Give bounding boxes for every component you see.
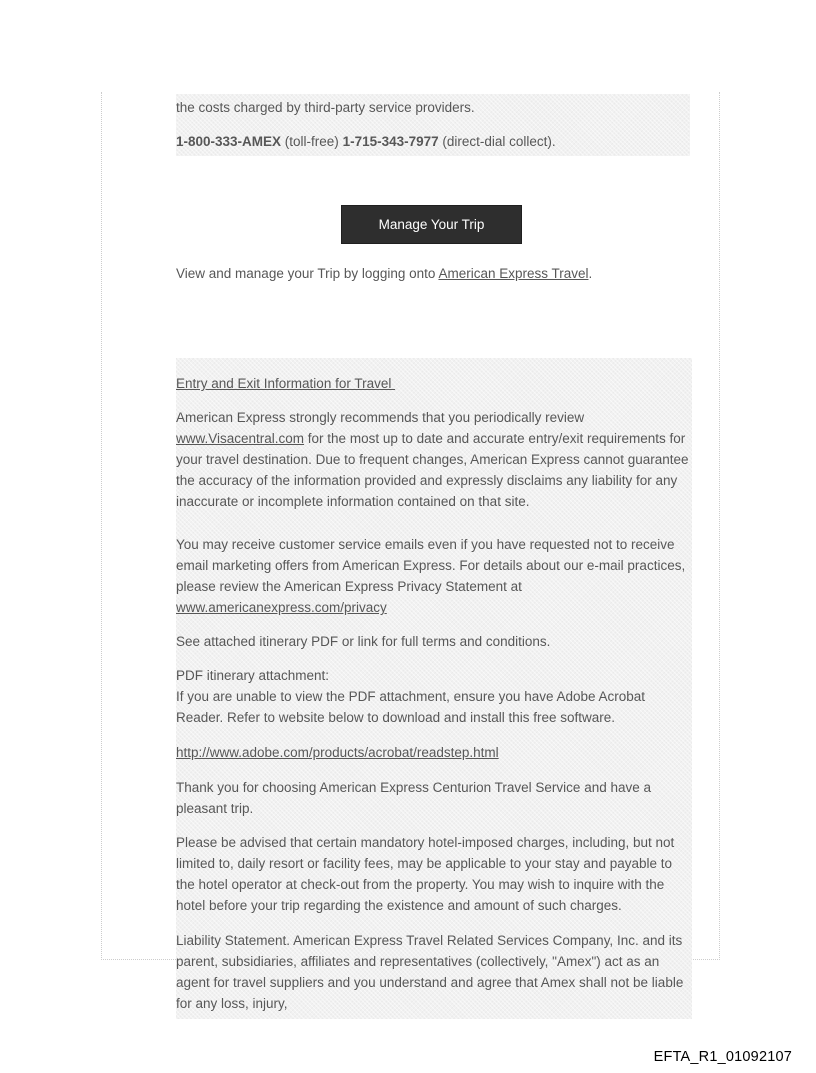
privacy-paragraph	[176, 534, 692, 618]
american-express-travel-link[interactable]: American Express Travel	[438, 266, 589, 281]
adobe-reader-link[interactable]: http://www.adobe.com/products/acrobat/readstep.html	[176, 745, 499, 760]
collect-label: (direct-dial collect).	[438, 134, 556, 149]
see-attached-line: See attached itinerary PDF or link for full terms and conditions.	[176, 634, 551, 649]
visacentral-text-before: American Express strongly recommends that you periodically review	[176, 410, 585, 425]
privacy-text-before: You may receive customer service emails even if you have requested not to receive email marketing offers from American Express. For details about our e-mail practices, please review the American Express Privacy Statement at	[176, 537, 686, 594]
toll-free-label: (toll-free)	[281, 134, 343, 149]
pdf-attachment-paragraph	[176, 665, 692, 728]
entry-exit-info-link[interactable]: Entry and Exit Information for Travel	[176, 376, 396, 391]
adobe-link-line	[176, 742, 692, 763]
bates-number: EFTA_R1_01092107	[653, 1049, 792, 1065]
view-manage-line	[176, 263, 692, 284]
thank-you-line: Thank you for choosing American Express Centurion Travel Service and have a pleasant trip.	[176, 780, 651, 816]
pdf-attachment-label: PDF itinerary attachment:	[176, 668, 330, 683]
liability-statement-paragraph: Liability Statement. American Express Travel Related Services Company, Inc. and its parent, subsidiaries, affiliates and representatives (collectively, "Amex") act as an agent for travel suppliers and you understand and agree that Amex shall not be liable for any loss, injury,	[176, 933, 684, 1011]
phone-numbers-line	[176, 131, 690, 152]
toll-free-number: 1-800-333-AMEX	[176, 134, 282, 149]
view-manage-text-after: .	[588, 266, 593, 281]
third-party-costs-text: the costs charged by third-party service providers.	[176, 100, 475, 115]
visacentral-link[interactable]: www.Visacentral.com	[176, 431, 305, 446]
pdf-attachment-body: If you are unable to view the PDF attachment, ensure you have Adobe Acrobat Reader. Refer to website below to download and install this free software.	[176, 689, 646, 725]
visacentral-paragraph	[176, 407, 692, 512]
visacentral-text-after: for the most up to date and accurate entry/exit requirements for your travel destination. Due to frequent changes, American Express cannot guarantee the accuracy of the information provided and expressly disclaims any liability for any inaccurate or incomplete information contained on that site.	[176, 431, 689, 509]
terms-and-conditions-block	[176, 358, 692, 1019]
manage-trip-button[interactable]: Manage Your Trip	[341, 205, 522, 244]
entry-exit-heading-line	[176, 373, 692, 394]
collect-number: 1-715-343-7977	[342, 134, 439, 149]
hotel-charges-paragraph: Please be advised that certain mandatory hotel-imposed charges, including, but not limited to, daily resort or facility fees, may be applicable to your stay and payable to the hotel operator at check-out from the property. You may wish to inquire with the hotel before your trip regarding the existence and amount of such charges.	[176, 835, 675, 913]
contact-info-block	[176, 94, 690, 156]
privacy-statement-link[interactable]: www.americanexpress.com/privacy	[176, 600, 387, 615]
view-manage-text-before: View and manage your Trip by logging onto	[176, 266, 439, 281]
